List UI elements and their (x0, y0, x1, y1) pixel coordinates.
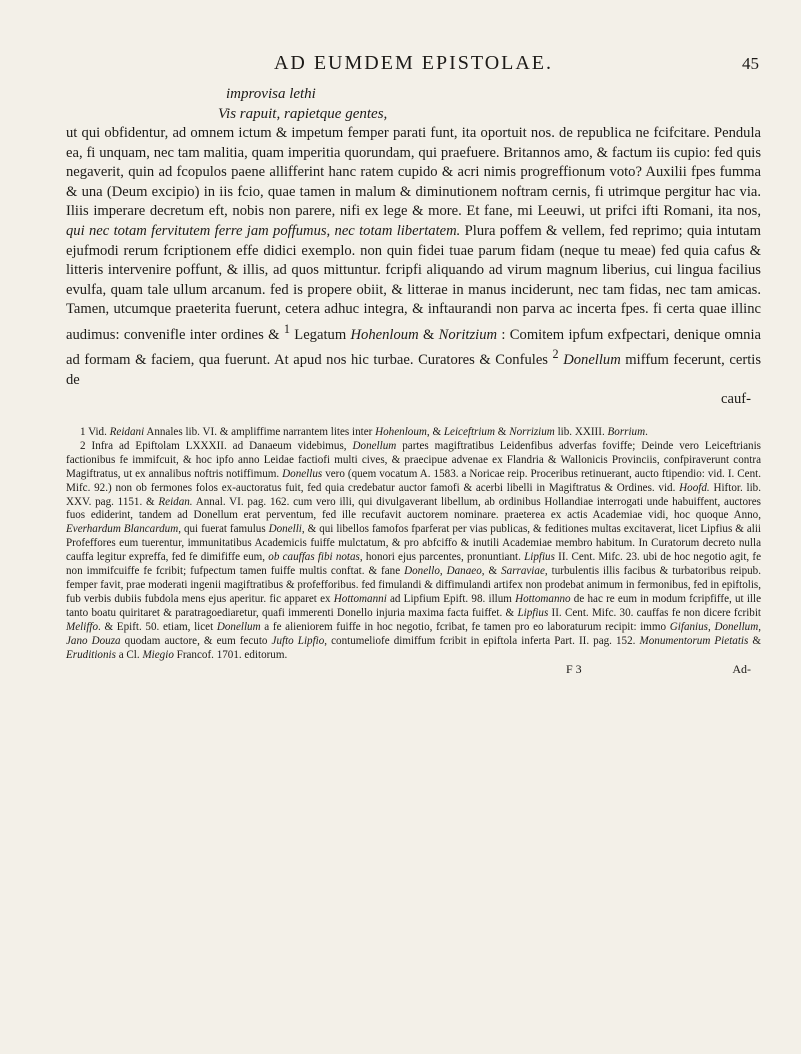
body-catchword: cauf- (721, 391, 751, 408)
verse-line-2: Vis rapuit, rapietque gentes, (218, 106, 388, 122)
footnote-2: 2 Infra ad Epiftolam LXXXII. ad Danaeum videbimus, Donellum partes magiftratibus Leidenfibus adverfas foviffe; Deinde vero Leiceftrianis factionibus fe immifcuit, & hoc ipfo anno Leidae factiofi multi cives, & praecipue advenae ex Flandria & Wallonicis Provinciis, confpiraverunt contra Magiftratus, ut ex annalibus noftris notiffimum. Donellus vero (quem vocatum A. 1583. a Noricae reip. Proceribus retinuerant, aucto ftipendio: vid. I. Cent. Mifc. 92.) non ob fermones folos ex-auctoratus fuit, fed quia credebatur auctor famofi & acerbi libelli in Magiftratus & Ordines. vid. Hoofd. Hiftor. lib. XXV. pag. 1151. & Reidan. Annal. VI. pag. 162. cum vero illi, qui divulgaverant libellum, ab ordinibus Hollandiae interrogati unde habuiffent, auctores fuos ediderint, tandem ad Donellum erat perventum, fed ille recufavit auctorem nominare. praeterea ex actis Academiae vidi, hoc quoque Anno, Everhardum Blancardum, qui fuerat famulus Donelli, & qui libellos famofos fparferat per vias publicas, & feditiones multas excitaverat, licet Lipfius & alii Profeffores eum tuerentur, immunitatibus Academicis fuiffe mulctatum, & pro abfciffo & inutili Academiae membro habitum. In Curatorum decreto nulla cauffa legitur expreffa, fed fe dimififfe eum, ob cauffas fibi notas, honori ejus parcentes, pronuntiant. Lipfius II. Cent. Mifc. 23. ubi de hoc negotio agit, fe non immifcuiffe fe fcribit; fufpectum tamen fuiffe multis conftat. & fane Donello, Danaeo, & Sarraviae, turbulentis illis facibus & turbatoribus reipub. femper favit, prae moderati ingenii magiftratibus & profefforibus. fed fimulandi & diffimulandi artifex non prodebat animum in fermonibus, fed in epiftolis, fub verbis dubiis fubdola mens ejus aperitur. fic apparet ex Hottomanni ad Lipfium Epift. 98. illum Hottomanno de hac re eum in modum fcripfiffe, ut ille tanto boatu quiritaret & paratragoediaretur, quafi immerenti Donello injuria maxima facta fuiffet. & Lipfius II. Cent. Mifc. 30. cauffas fe non dicere fcribit Meliffo. & Epift. 50. etiam, licet Donellum a fe alieniorem fuiffe in hoc negotio, fcribat, fe tamen pro eo laboraturum recipit: immo Gifanius, Donellum, Jano Douza quodam auctore, & eum fecuto Jufto Lipfio, contumeliofe dimiffum fcribit in epiftola inferta Part. II. pag. 152. Monumentorum Pietatis & Eruditionis a Cl. Miegio Francof. 1701. editorum. (66, 439, 762, 661)
footnotes (66, 426, 761, 662)
page-number: 45 (742, 54, 759, 73)
footnote-1: 1 Vid. Reidani Annales lib. VI. & ampliffime narrantem lites inter Hohenloum, & Leiceftrium & Norrizium lib. XXIII. Borrium. (80, 426, 648, 439)
signature-mark: F 3 (566, 662, 582, 677)
verse-line-1: improvisa lethi (226, 86, 316, 102)
running-head: AD EUMDEM EPISTOLAE. (273, 52, 554, 74)
page-header (66, 52, 761, 78)
footer-catchword: Ad- (732, 662, 751, 677)
body-text: ut qui obfidentur, ad omnem ictum & impetum femper parati funt, ita oportuit nos. de republica ne fcifcitare. Pendula ea, fi unquam, nec tam malitia, quam imperitia quorundam, qui praefuere. Britannos amo, & factum iis cupio: fed quis negaverit, quin ad fcopulos paene allifferint hanc ratem cupido & acri nimis progreffionum voto? Auxilii fpes fumma & una (Deum excipio) in iis fcio, quae tamen in malum & diminutionem noftram cernis, fi utrimque pergitur hac via. Iliis imperare decretum eft, nobis non parere, nifi ex lege & more. Et fane, mi Leeuwi, ut prifci ifti Romani, ita nos, qui nec totam fervitutem ferre jam poffumus, nec totam libertatem. Plura poffem & vellem, fed reprimo; quia intutam ejufmodi rerum fcriptionem effe didici exemplo. non quin fidei tuae parum fidam (neque tu meae) fed quia cafus & litteris intervenire poffunt, & illis, ad quos mittuntur. fcripfi aliquando ad virum magnum liberius, cui lingua facilius evulfa, quam tale ullum arcanum. fed is propere obiit, & litterae in manus inciderunt, nec tam fidas, nec tam amicas. Tamen, utcumque praeterita fuerunt, cetera adhuc integra, & inftaurandi non parva ac incerta fpes. fi certa quae illinc audimus: convenifle inter ordines & $^1$ Legatum Hohenloum & Noritzium : Comitem ipfum exfpectari, denique omnia ad formam & faciem, qua fuerunt. At apud nos hic turbae. Curatores & Confules $^2$ Donellum miffum fecerunt, certis de (66, 125, 762, 388)
page-footer (66, 662, 761, 678)
